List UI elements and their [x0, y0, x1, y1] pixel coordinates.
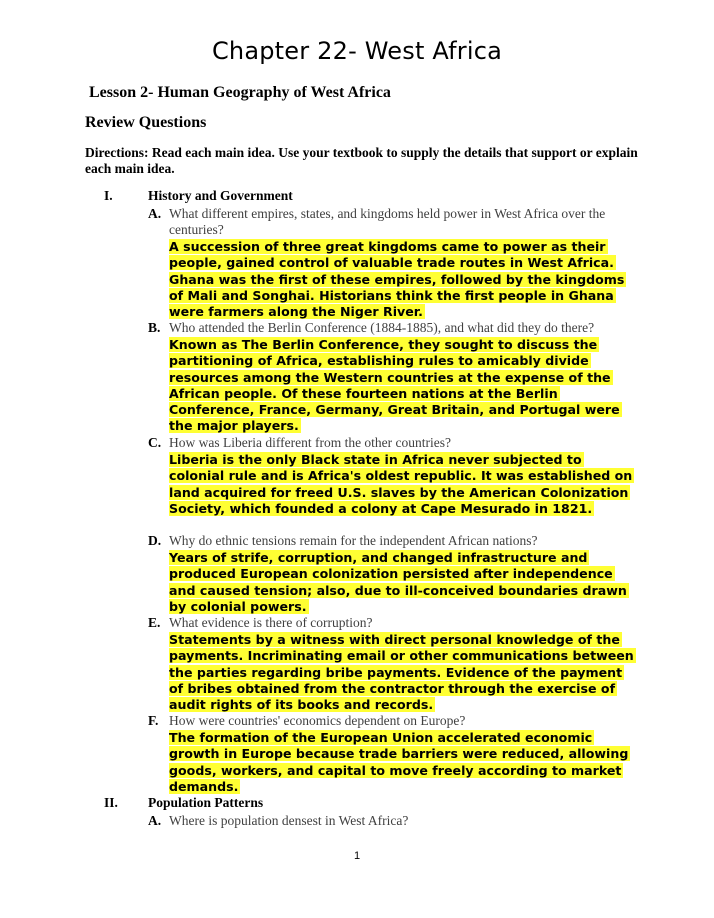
- answer-text: [169, 550, 637, 615]
- review-questions-heading: Review Questions: [85, 114, 207, 131]
- lesson-heading: Lesson 2- Human Geography of West Africa: [89, 84, 391, 101]
- item-letter: A.: [148, 813, 162, 828]
- answer-highlight: Liberia is the only Black state in Africa never subjected to colonial rule and is Africa's oldest republic. It was established on land acquired for freed U.S. slaves by the American Colonization Society, which founded a colony at Cape Mesurado in 1821.: [169, 452, 633, 516]
- answer-text: [169, 239, 637, 320]
- page-title: Chapter 22- West Africa: [211, 37, 503, 65]
- item-letter: C.: [148, 435, 162, 450]
- item-letter: F.: [148, 713, 159, 728]
- item-letter: E.: [148, 615, 161, 630]
- page-number: 1: [353, 850, 361, 862]
- question-text: What different empires, states, and kingdoms held power in West Africa over the centuries?: [169, 206, 606, 237]
- section-numeral: I.: [104, 188, 113, 203]
- directions-text: Directions: Read each main idea. Use your textbook to supply the details that support or explain each main idea.: [85, 145, 638, 176]
- section-title: History and Government: [148, 188, 293, 203]
- question-text: How was Liberia different from the other countries?: [169, 435, 452, 450]
- answer-highlight: Statements by a witness with direct personal knowledge of the payments. Incriminating email or other communications between the parties regarding bribe payments. Evidence of the payment of bribes obtained from the contractor through the exercise of audit rights of its books and records.: [169, 632, 634, 713]
- question-text: Where is population densest in West Africa?: [169, 813, 409, 828]
- question-text: How were countries' economics dependent on Europe?: [169, 713, 466, 728]
- answer-highlight: Years of strife, corruption, and changed infrastructure and produced European colonization persisted after independence and caused tension; also, due to ill-conceived boundaries drawn by colonial powers.: [169, 550, 627, 614]
- answer-text: [169, 337, 637, 435]
- question-text: What evidence is there of corruption?: [169, 615, 373, 630]
- answer-text: [169, 452, 637, 517]
- item-letter: D.: [148, 533, 162, 548]
- item-letter: A.: [148, 206, 162, 221]
- section-numeral: II.: [104, 795, 118, 810]
- section-title: Population Patterns: [148, 795, 264, 810]
- answer-highlight: A succession of three great kingdoms came to power as their people, gained control of valuable trade routes in West Africa. Ghana was the first of these empires, followed by the kingdoms of Mali and Songhai. Historians think the first people in Ghana were farmers along the Niger River.: [169, 239, 625, 320]
- question-text: Why do ethnic tensions remain for the independent African nations?: [169, 533, 538, 548]
- item-letter: B.: [148, 320, 161, 335]
- answer-text: [169, 730, 637, 795]
- question-text: Who attended the Berlin Conference (1884-1885), and what did they do there?: [169, 320, 595, 335]
- answer-text: [169, 632, 637, 713]
- answer-highlight: Known as The Berlin Conference, they sought to discuss the partitioning of Africa, establishing rules to amicably divide resources among the Western countries at the expense of the African people. Of these fourteen nations at the Berlin Conference, France, Germany, Great Britain, and Portugal were the major players.: [169, 337, 620, 434]
- answer-highlight: The formation of the European Union accelerated economic growth in Europe because trade barriers were reduced, allowing goods, workers, and capital to move freely according to market demands.: [169, 730, 629, 794]
